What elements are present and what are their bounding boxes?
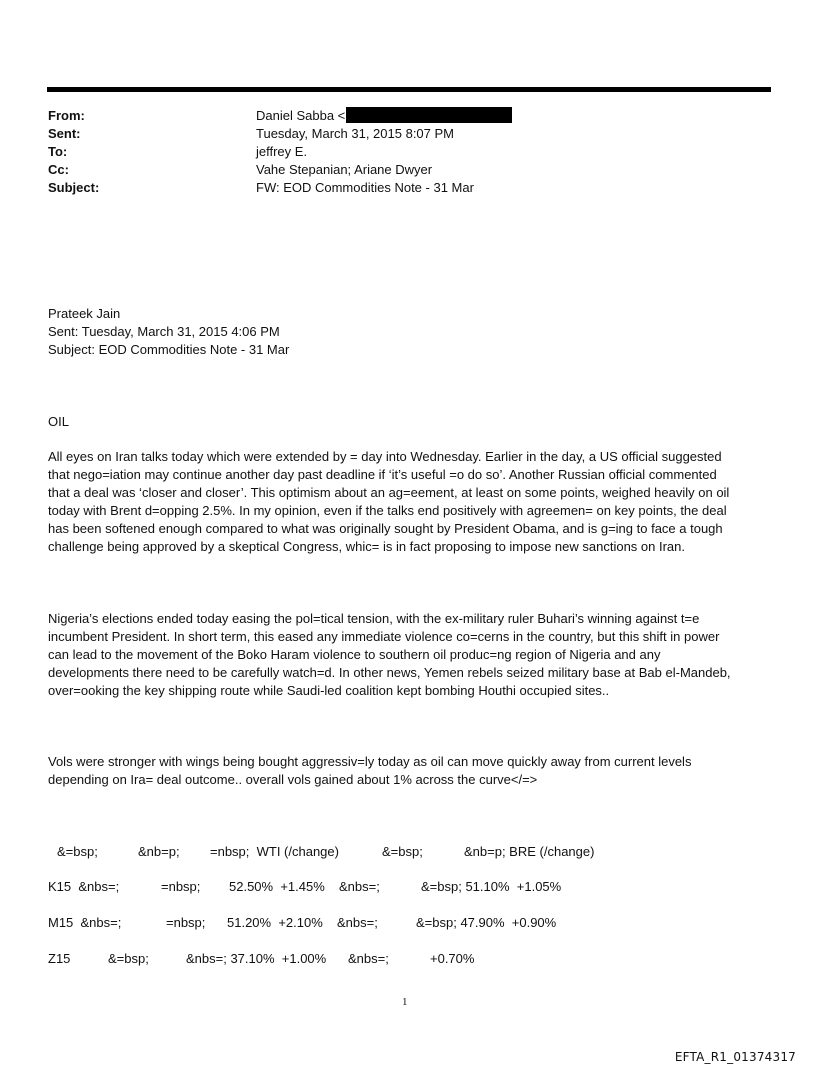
sent-label: Sent: (48, 126, 81, 141)
redaction-box (346, 107, 512, 123)
text-line: over=ooking the key shipping route while Saudi-led coalition kept bombing Houthi occupied sites.. (48, 683, 610, 698)
document-id: EFTA_R1_01374317 (674, 1050, 796, 1064)
text-line: that a deal was ‘closer and closer’. This optimism about an ag=eement, at least on some points, weighed heavily on oil (48, 485, 730, 500)
text-line: depending on Ira= deal outcome.. overall vols gained about 1% across the curve</=> (48, 772, 538, 787)
text-line: Nigeria’s elections ended today easing the pol=tical tension, with the ex-military ruler Buhari’s winning against t=e (48, 611, 700, 626)
table-cell: +0.70% (430, 951, 475, 966)
header-rule (47, 87, 771, 92)
to-label: To: (48, 144, 68, 159)
subject-value: FW: EOD Commodities Note - 31 Mar (256, 180, 474, 195)
text-line: can lead to the movement of the Boko Haram violence to southern oil produc=ng region of Nigeria and any (48, 647, 661, 662)
text-line: has been softened enough compared to what was originally sought by President Obama, and is g=ing to face a tough (48, 521, 723, 536)
paragraph-oil (48, 448, 760, 556)
table-header-cell: &nb=p; BRE (/change) (464, 844, 595, 859)
table-cell: &nbs=; (339, 879, 380, 894)
table-cell: 52.50% +1.45% (229, 879, 325, 894)
table-cell: M15 &nbs=; (48, 915, 122, 930)
table-cell: =nbsp; (161, 879, 201, 894)
table-cell: &nbs=; (337, 915, 378, 930)
table-header-cell: &=bsp; (57, 844, 98, 859)
from-label: From: (48, 108, 85, 123)
subject-label: Subject: (48, 180, 100, 195)
table-cell: &=bsp; 51.10% +1.05% (421, 879, 562, 894)
forward-subject: Subject: EOD Commodities Note - 31 Mar (48, 342, 290, 357)
text-line: that nego=iation may continue another day past deadline if ‘it’s useful =o do so’. Another Russian official commented (48, 467, 717, 482)
table-cell: &nbs=; (348, 951, 389, 966)
table-cell: &=bsp; 47.90% +0.90% (416, 915, 557, 930)
paragraph-vols (48, 753, 760, 789)
forward-sent: Sent: Tuesday, March 31, 2015 4:06 PM (48, 324, 280, 339)
cc-value: Vahe Stepanian; Ariane Dwyer (256, 162, 433, 177)
to-value: jeffrey E. (256, 144, 308, 159)
from-value: Daniel Sabba < (256, 107, 776, 125)
text-line: All eyes on Iran talks today which were extended by = day into Wednesday. Earlier in the day, a US official suggested (48, 449, 722, 464)
paragraph-nigeria (48, 610, 760, 700)
section-title: OIL (48, 414, 69, 429)
text-line: challenge being approved by a skeptical Congress, whic= is in fact proposing to impose new sanctions on Iran. (48, 539, 686, 554)
page-number: 1 (402, 996, 408, 1008)
forward-author: Prateek Jain (48, 306, 121, 321)
table-header-cell: &nb=p; (138, 844, 180, 859)
cc-label: Cc: (48, 162, 69, 177)
text-line: developments there need to be carefully watch=d. In other news, Yemen rebels seized military base at Bab el-Mandeb, (48, 665, 731, 680)
table-cell: =nbsp; (166, 915, 206, 930)
table-cell: 51.20% +2.10% (227, 915, 323, 930)
text-line: today with Brent d=opping 2.5%. In my opinion, even if the talks end positively with agreemen= on key points, the deal (48, 503, 727, 518)
table-header-cell: &=bsp; (382, 844, 423, 859)
sent-value: Tuesday, March 31, 2015 8:07 PM (256, 126, 454, 141)
table-cell: &nbs=; 37.10% +1.00% (186, 951, 327, 966)
forward-block (48, 305, 760, 359)
text-line: Vols were stronger with wings being bought aggressiv=ly today as oil can move quickly away from current levels (48, 754, 692, 769)
table-cell: Z15 (48, 951, 71, 966)
table-cell: K15 &nbs=; (48, 879, 120, 894)
text-line: incumbent President. In short term, this eased any immediate violence co=cerns in the country, but this shift in power (48, 629, 720, 644)
table-header-cell: =nbsp; WTI (/change) (210, 844, 339, 859)
table-cell: &=bsp; (108, 951, 149, 966)
